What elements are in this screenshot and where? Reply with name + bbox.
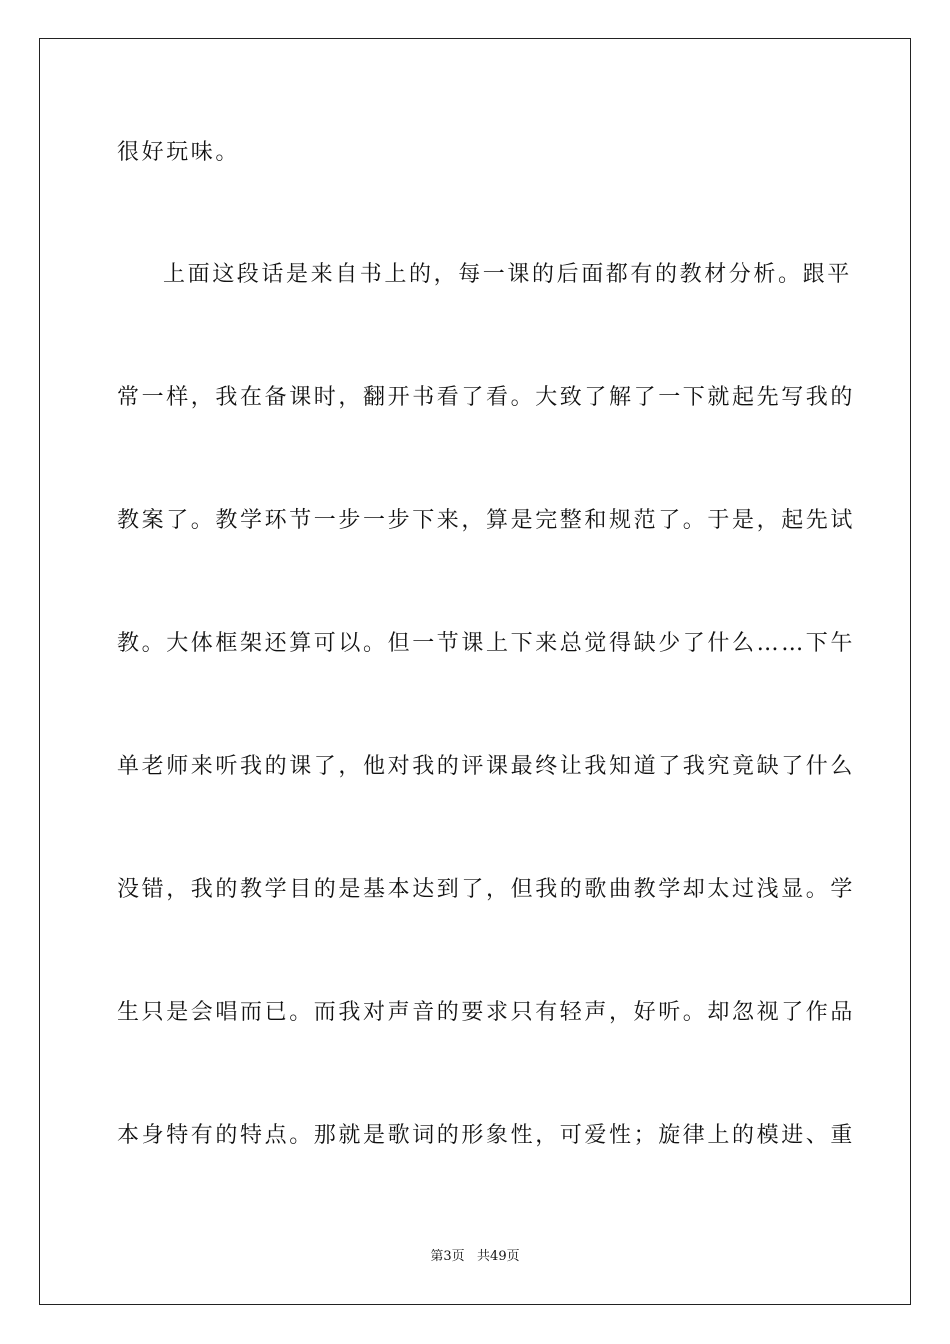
page-border	[39, 38, 911, 1305]
paragraph-line: 教。大体框架还算可以。但一节课上下来总觉得缺少了什么……下午	[117, 631, 856, 656]
paragraph-line: 上面这段话是来自书上的，每一课的后面都有的教材分析。跟平	[163, 262, 852, 287]
paragraph-line: 教案了。教学环节一步一步下来，算是完整和规范了。于是，起先试	[117, 508, 856, 533]
paragraph-line: 本身特有的特点。那就是歌词的形象性，可爱性；旋律上的模进、重	[117, 1123, 856, 1148]
paragraph-line: 很好玩味。	[117, 140, 241, 165]
paragraph-line: 单老师来听我的课了，他对我的评课最终让我知道了我究竟缺了什么	[117, 754, 856, 779]
paragraph-line: 没错，我的教学目的是基本达到了，但我的歌曲教学却太过浅显。学	[117, 877, 856, 902]
paragraph-line: 常一样，我在备课时，翻开书看了看。大致了解了一下就起先写我的	[117, 385, 856, 410]
page-footer: 第3页 共49页	[430, 1249, 520, 1264]
paragraph-line: 生只是会唱而已。而我对声音的要求只有轻声，好听。却忽视了作品	[117, 1000, 856, 1025]
